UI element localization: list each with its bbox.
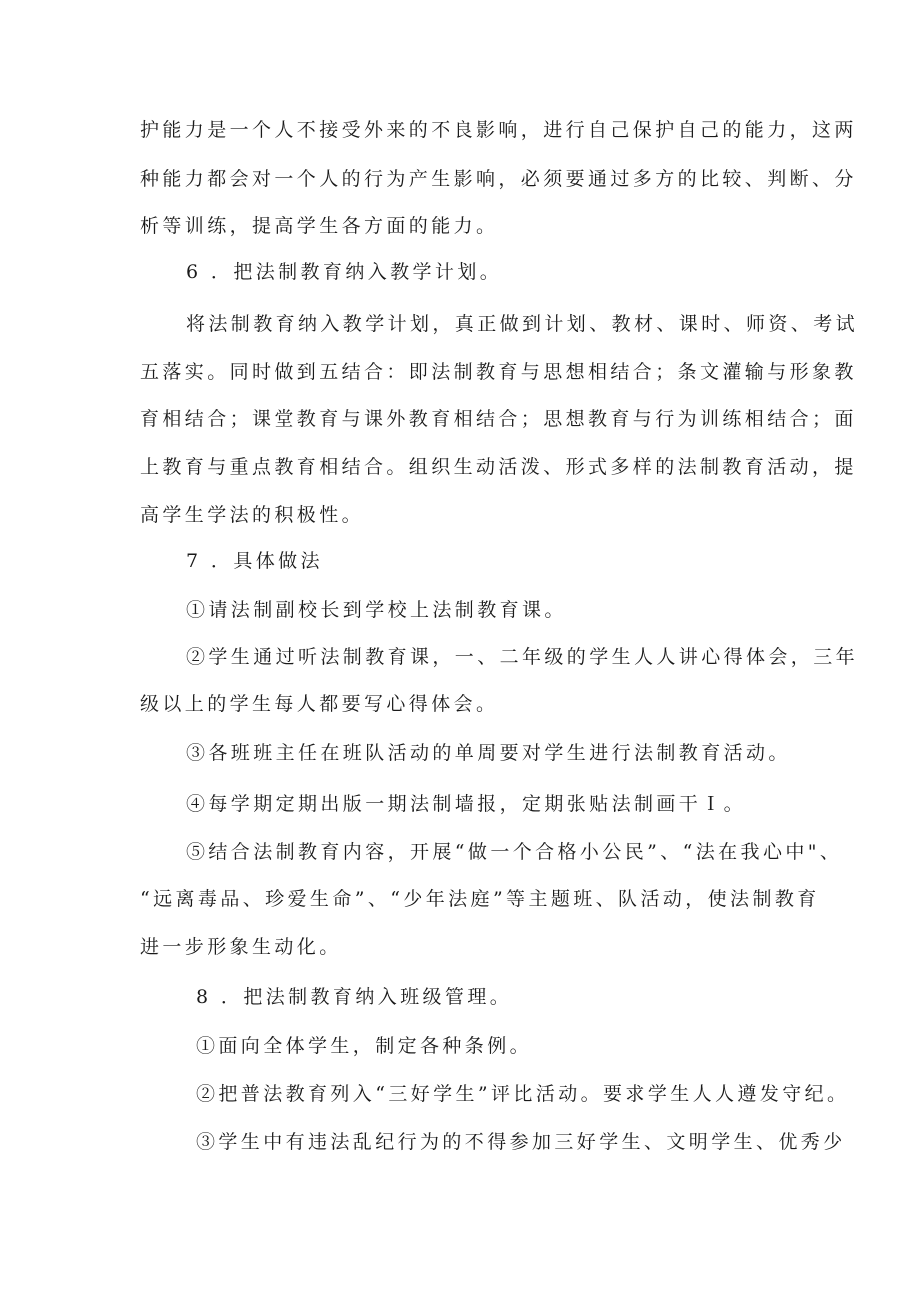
list-item: ②把普法教育列入“三好学生”评比活动。要求学生人人遵发守纪。 xyxy=(196,1083,850,1105)
paragraph-line: 高学生学法的积极性。 xyxy=(140,504,365,526)
paragraph-line: 析等训练，提高学生各方面的能力。 xyxy=(140,215,499,237)
paragraph-line: 护能力是一个人不接受外来的不良影响，进行自己保护自己的能力，这两 xyxy=(140,119,857,141)
section-heading-6: 6 ．把法制教育纳入教学计划。 xyxy=(186,261,503,283)
paragraph-line: 级以上的学生每人都要写心得体会。 xyxy=(140,693,499,715)
list-item: ③各班班主任在班队活动的单周要对学生进行法制教育活动。 xyxy=(186,742,791,764)
paragraph-line: 种能力都会对一个人的行为产生影响，必须要通过多方的比较、判断、分 xyxy=(140,168,857,190)
paragraph-line: 育相结合；课堂教育与课外教育相结合；思想教育与行为训练相结合；面 xyxy=(140,408,857,430)
paragraph-line: 进一步形象生动化。 xyxy=(140,936,342,958)
section-heading-8: 8 ．把法制教育纳入班级管理。 xyxy=(196,986,513,1008)
list-item: ①请法制副校长到学校上法制教育课。 xyxy=(186,599,567,621)
list-item: ⑤结合法制教育内容，开展“做一个合格小公民”、“法在我心中"、 xyxy=(186,841,843,863)
list-item: ④每学期定期出版一期法制墙报，定期张贴法制画干Ｉ。 xyxy=(186,793,747,815)
paragraph-line: “远离毒品、珍爱生命”、“少年法庭”等主题班、队活动，使法制教育 xyxy=(140,888,820,910)
section-heading-7: 7 ．具体做法 xyxy=(186,550,323,572)
paragraph-line: 五落实。同时做到五结合：即法制教育与思想相结合；条文灌输与形象教 xyxy=(140,361,857,383)
list-item: ②学生通过听法制教育课，一、二年级的学生人人讲心得体会，三年 xyxy=(186,646,859,668)
paragraph-line: 将法制教育纳入教学计划，真正做到计划、教材、课时、师资、考试 xyxy=(186,313,859,335)
list-item: ①面向全体学生，制定各种条例。 xyxy=(196,1035,533,1057)
paragraph-line: 上教育与重点教育相结合。组织生动活泼、形式多样的法制教育活动，提 xyxy=(140,456,857,478)
list-item: ③学生中有违法乱纪行为的不得参加三好学生、文明学生、优秀少 xyxy=(196,1131,846,1153)
